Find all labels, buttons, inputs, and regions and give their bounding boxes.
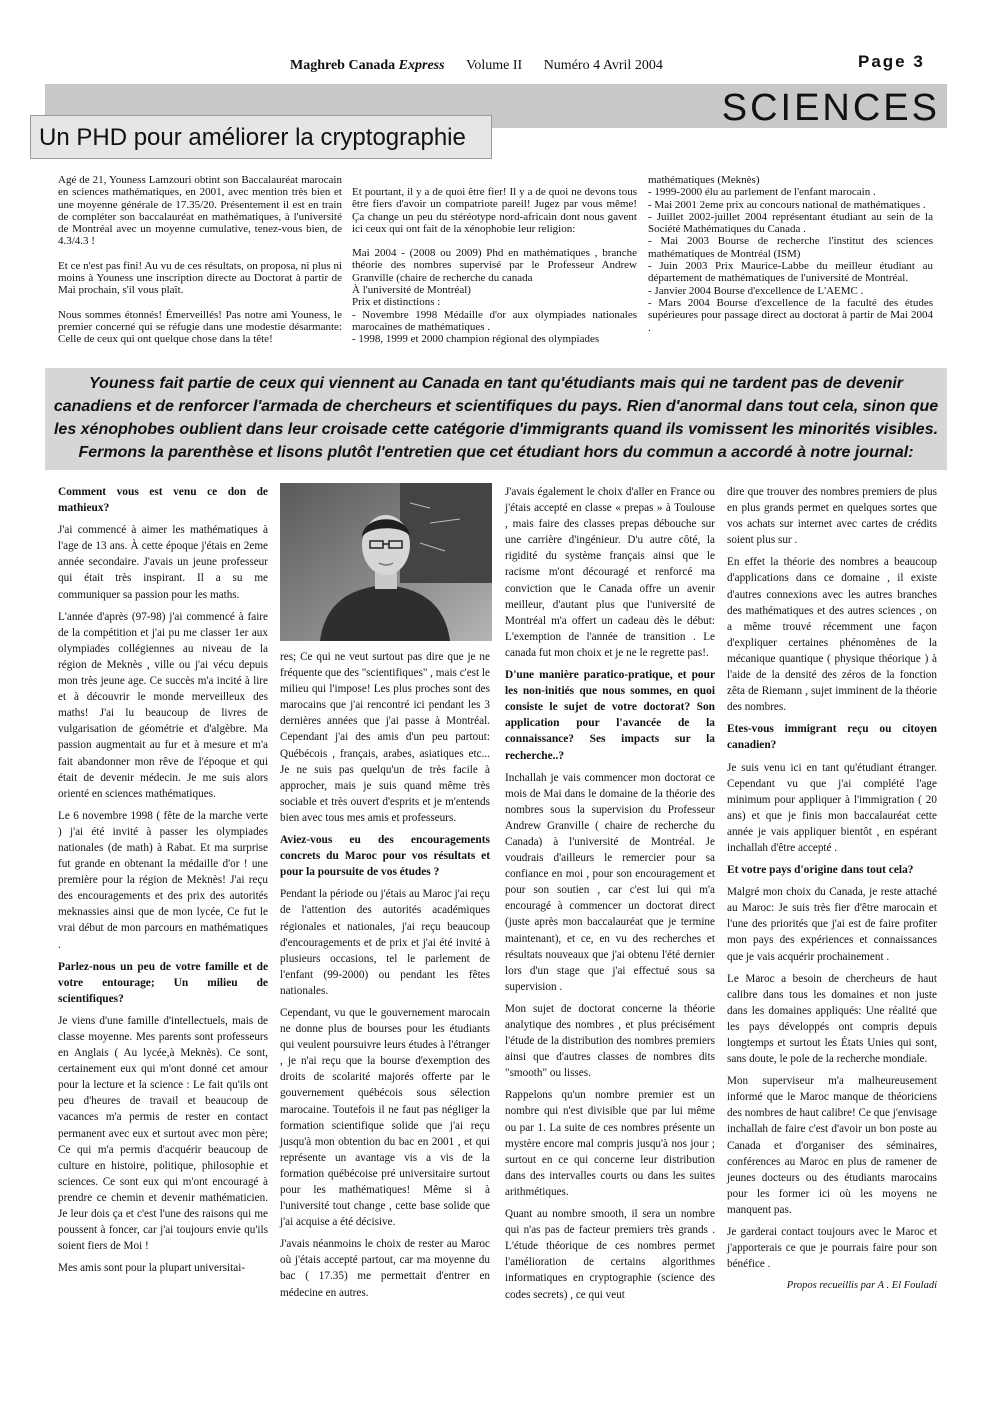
portrait-photo xyxy=(280,483,492,641)
interview-answer-paragraph: Cependant, vu que le gouvernement marocain ne donne plus de bourses pour les étudiants qui veulent poursuivre leurs études à l'étranger , je n'ai reçu que la bourse d'exemption des droits de scolarité majorés offerte par le gouvernement québécois sous sélection marocaine. Toutefois il ne faut pas négliger la formation scientifique solide que j'ai reçu jusqu'à mon obtention du bac en 2001 , et qui représente un avantage vis a vis de la formation québécoise pré universitaire surtout pour les mathématiques! Même si à l'université tout change , cette base solide que j'ai acquise a été décisive. xyxy=(280,1006,490,1229)
award-line: - 1999-2000 élu au parlement de l'enfant marocain . xyxy=(648,186,876,199)
interview-answer-paragraph: J'ai commencé à aimer les mathématiques à l'age de 13 ans. À cette époque j'étais en 2eme année secondaire. J'avais un jeune professeur qui était très inspirant. Il a su me communiquer sa passion pour les maths. xyxy=(58,524,268,601)
interview-answer-paragraph: Je suis venu ici en tant qu'étudiant étranger. Cependant vu que j'ai complété l'age minimum pour appliquer à l'immigration ( 20 ans) et que je finis mon baccalauréat cette année je vais appliquer bientôt , en espérant inchallah d'être accepté . xyxy=(727,761,937,854)
interview-question: D'une manière paratico-pratique, et pour les non-initiés que nous sommes, en quoi consiste le sujet de votre doctorat? Son application pour l'avancée de la connaissance? Ses impacts sur la recherche..? xyxy=(505,669,715,762)
intro-paragraph: Nous sommes étonnés! Émerveillés! Pas notre ami Youness, le premier concerné qui se réfugie dans une modestie désarmante: Celle de ceux qui ont quelque chose dans la tête! xyxy=(58,308,342,346)
interview-column-2 xyxy=(280,649,490,1307)
interview-answer-paragraph: Malgré mon choix du Canada, je reste attaché au Maroc: Je suis très fier d'être marocain et l'une des priorités que j'ai est de faire profiter mon pays des expériences et connaissances que je vais acquérir prochainement . xyxy=(727,886,937,963)
interview-answer-paragraph: Rappelons qu'un nombre premier est un nombre qui n'est divisible que par lui même ou par 1. La suite de ces nombres présente un mystère encore mal compris jusqu'à nos jour ; surtout en ce qui concerne leur distribution dans des intervalles courts ou dans les suites arithmétiques. xyxy=(505,1089,715,1198)
intro-column-2 xyxy=(352,174,637,368)
interview-question: Comment vous est venu ce don de mathieux? xyxy=(58,486,268,515)
interview-answer-paragraph: En effet la théorie des nombres a beaucoup d'applications dans ce domaine , il existe d'autres connexions avec les autres branches des mathématiques et des autres sciences , on a même trouvé récemment une façon d'expliquer certaines phénomènes de la mécanique quantique ( physique théorique ) à l'aide de la densité des zéros de la fonction zêta de Riemann , sujet imminent de la théorie des nombres. xyxy=(727,556,937,714)
interview-question: Parlez-nous un peu de votre famille et de votre entourage; Un milieu de scientifiques? xyxy=(58,960,268,1005)
interview-question: Etes-vous immigrant reçu ou citoyen canadien? xyxy=(727,723,937,752)
masthead-date: Avril 2004 xyxy=(602,58,663,73)
interview-answer-paragraph: dire que trouver des nombres premiers de plus en plus grands permet en quelques sortes que vos achats sur internet avec cartes de crédits soient plus sur . xyxy=(727,486,937,547)
article-headline: Un PHD pour améliorer la cryptographie xyxy=(30,115,492,159)
interview-answer-paragraph: Mon superviseur m'a malheureusement informé que le Maroc manque de théoriciens des nombres de haut calibre! Ce que j'envisage inchallah de faire c'est d'avoir un bon poste au Canada et d'organiser des séminaires, conférences au Maroc en plus de ramener de jeunes docteurs ou des étudiants marocains pour les former ici où les moyens ne manquent pas. xyxy=(727,1075,937,1216)
masthead-paper: Maghreb Canada xyxy=(290,58,396,73)
award-line: - Janvier 2004 Bourse d'excellence de L'AEMC . xyxy=(648,284,864,297)
interview-answer-paragraph: Mes amis sont pour la plupart universitai- xyxy=(58,1262,246,1275)
award-line: Prix et distinctions : xyxy=(352,296,441,309)
interview-answer-paragraph: Le Maroc a besoin de chercheurs de haut calibre dans tous les domaines et non juste dans les domaines appliqués: Une réalité que les pays développés ont compris depuis longtemps et surtout les États Unies qui sont, sans doute, le pole de la recherche mondiale. xyxy=(727,972,937,1066)
interview-answer-paragraph: J'avais néanmoins le choix de rester au Maroc où j'étais accepté partout, car ma moyenne du bac ( 17.35) me permettait d'entrer en médecine en autres. xyxy=(280,1238,490,1299)
interview-column-3 xyxy=(505,484,715,1309)
interview-answer-paragraph: Le 6 novembre 1998 ( fête de la marche verte ) j'ai été invité à passer les olympiades nationales (de math) à Rabat. Et ma surprise fut grande en obtenant la médaille d'or ! une première pour la région de Meknès! J'ai reçu des encouragements et des prix des autorités meknassies ainsi que de mon lycée, Ce fut le vrai début de mon parcours en mathématiques . xyxy=(58,809,268,951)
award-line: À l'université de Montréal) xyxy=(352,284,471,297)
interview-answer-paragraph: res; Ce qui ne veut surtout pas dire que je ne fréquente que des "scientifiques" , mais c'est le milieu qui l'impose! Les plus proches sont des marocains que j'ai rencontré ici pendant les 3 dernières années que j'ai passe à Montréal. Cependant j'ai des amis d'un peu partout: Québécois , français, arabes, asiatiques etc... Je ne suis pas quelqu'un de très facile à approcher, mais je suis quand même très sociable et très ouvert d'esprits et je m'entends bien avec tous mes amis et professeurs. xyxy=(280,651,490,824)
intro-column-3 xyxy=(648,174,933,368)
intro-paragraph: Agé de 21, Youness Lamzouri obtint son Baccalauréat marocain en sciences mathématiques, en 2001, avec mention très bien et une moyenne générale de 17.35/20. Présentement il est en train de compléter son baccalauréat en mathématiques, à l'université de Montréal avec un moyenne cumulative, tenez-vous bien, de 4.3/4.3 ! xyxy=(58,174,342,248)
section-title: SCIENCES xyxy=(721,87,940,129)
masthead-volume: Volume II xyxy=(466,58,523,73)
interview-answer-paragraph: L'année d'après (97-98) j'ai commencé à faire de la compétition et j'ai pu me classer 1er aux olympiades collégiennes au niveau de la région de Meknès , ville ou j'ai vécu depuis mon très jeune age. Ce succès m'a incité à lire et à découvrir le monde merveilleux des maths! J'ai lu beaucoup de livres de vulgarisation de géométrie et d'algèbre. Ma passion augmentait au fur et à mesure et m'a fait abandonner mon rêve de l'époque et qui était de devenir médecin. Je me suis alors orienté en sciences mathématiques. xyxy=(58,610,268,800)
masthead xyxy=(290,58,663,74)
award-line: - Juillet 2002-juillet 2004 représentant étudiant au sein de la Société Mathématiques du Canada . xyxy=(648,210,933,236)
interview-answer-paragraph: Mon sujet de doctorat concerne la théorie analytique des nombres , et plus précisément l'étude de la distribution des nombres premiers ainsi que d'autres classes de nombres dits "smooth" ou lisses. xyxy=(505,1002,715,1080)
masthead-paper-italic: Express xyxy=(398,58,445,73)
interview-question: Aviez-vous eu des encouragements concrets du Maroc pour vos résultats et pour la poursuite de vos études ? xyxy=(280,834,490,879)
interview-answer-paragraph: Je viens d'une famille d'intellectuels, mais de classe moyenne. Mes parents sont professeurs en Anglais ( Au lycée,à Meknès). Ce sont, certainement eux qui m'ont donné cet amour pour la lecture et la science : Le fait qu'ils ont peu d'heures de travail et beaucoup de vacances m'a permis de rester en contact permanent avec eux et surtout avec mon père; Ce qui m'a permis d'acquérir beaucoup de culture en histoire, politique, philosophie et sciences. Ce sont eux qui m'ont encouragé à prendre ce chemin et devenir mathématicien. Je leur dois ça et c'est l'une des raisons qui me poussent à foncer, car j'ai toujours envie qu'ils soient fiers de Moi ! xyxy=(58,1014,268,1253)
lead-paragraph: Youness fait partie de ceux qui viennent au Canada en tant qu'étudiants mais qui ne tardent pas de devenir canadiens et de renforcer l'armada de chercheurs et scientifiques du pays. Rien d'anormal dans tout cela, sinon que les xénophobes oublient dans leur croisade cette catégorie d'immigrants quand ils vomissent les minorités visibles. Fermons la parenthèse et lisons plutôt l'entretien que cet étudiant hors du commun a accordé à notre journal: xyxy=(45,368,947,470)
award-line: Mai 2004 - (2008 ou 2009) Phd en mathématiques , branche théorie des nombres supervisé par le Professeur Andrew Granville (chaire de recherche du canada xyxy=(352,247,637,284)
interview-column-1 xyxy=(58,484,268,1282)
interview-column-4 xyxy=(727,484,937,1300)
interview-question: Et votre pays d'origine dans tout cela? xyxy=(727,864,914,877)
intro-paragraph: Et ce n'est pas fini! Au vu de ces résultats, on proposa, ni plus ni moins à Youness une inscription directe au Doctorat à partir de Mai prochain, s'il vous plaît. xyxy=(58,259,342,297)
interview-answer-paragraph: J'avais également le choix d'aller en France ou j'étais accepté en classe « prepas » à Toulouse , mais faire des classes prepas débouche sur une carrière d'ingénieur. D'u autre côté, la rigidité du système français ainsi que le racisme m'ont découragé et renforcé ma conviction que le Canada offre un avenir meilleur, d'autant plus que l'université de Montréal m'a offert un cadeau dès le début: L'exemption de l'année de transition . Le canada fut mon choix et je ne le regrette pas!. xyxy=(505,486,715,659)
award-line: - Juin 2003 Prix Maurice-Labbe du meilleur étudiant au département de mathématiques de l'université de Montréal. xyxy=(648,260,933,285)
award-line: - Mai 2003 Bourse de recherche l'institut des sciences mathématiques de Montréal (ISM) xyxy=(648,235,933,260)
award-line: - Mars 2004 Bourse d'excellence de la faculté des études supérieures pour passage direct au doctorat à partir de Mai 2004 . xyxy=(648,296,933,334)
interview-column-4-body xyxy=(727,484,937,1272)
award-line: - 1998, 1999 et 2000 champion régional des olympiades xyxy=(352,333,600,346)
interview-answer-paragraph: Inchallah je vais commencer mon doctorat ce mois de Mai dans le domaine de la théorie des nombres sous la supervision du Professeur Andrew Granville ( chaire de recherche du Canada) à l'université de Montréal. Je voudrais d'ailleurs le remercier pour sa confiance en moi , pour son encouragement et pour son soutien , car c'est lui qui m'a encouragé à commencer un doctorat direct (juste après mon baccalauréat que je termine maintenant), et ce, en vu des recherches et résultats nouveaux que j'ai obtenu l'été dernier lors d'un stage que j'ai effectué sous sa supervision . xyxy=(505,771,715,993)
award-line: - Mai 2001 2eme prix au concours national de mathématiques . xyxy=(648,198,926,211)
award-line: mathématiques (Meknès) xyxy=(648,174,760,186)
interview-answer-paragraph: Je garderai contact toujours avec le Maroc et j'apporterais ce que je pourrais faire pour son bénéfice . xyxy=(727,1226,937,1271)
award-line: - Novembre 1998 Médaille d'or aux olympiades nationales marocaines de mathématiques . xyxy=(352,308,637,333)
masthead-issue: Numéro 4 xyxy=(543,58,601,73)
page-number: Page 3 xyxy=(858,52,925,71)
article-credit: Propos recueillis par A . El Fouladi xyxy=(786,1280,937,1292)
interview-answer-paragraph: Quant au nombre smooth, il sera un nombre qui n'as pas de facteur premiers très grands . L'étude théorique de ces nombres permet l'amélioration de certains algorithmes informatiques en cryptographie (science des codes secrets) , ce qui veut xyxy=(505,1208,715,1301)
interview-answer-paragraph: Pendant la période ou j'étais au Maroc j'ai reçu de l'attention des autorités académiques régionales et nationales, j'ai reçu beaucoup d'encouragements et de prix et j'ai été invité à plusieurs occasions, tel le parlement de l'enfant (99-2000) ou pendant les fêtes nationales. xyxy=(280,888,490,997)
intro-column-1 xyxy=(58,174,342,368)
intro-paragraph: Et pourtant, il y a de quoi être fier! Il y a de quoi ne devons tous être fiers d'avoir un compatriote pareil! Jugez par vous même! Ça change un peu du stéréotype nord-africain dont nous gavent ici ceux qui ont fait de la xénophobie leur religion: xyxy=(352,186,637,235)
